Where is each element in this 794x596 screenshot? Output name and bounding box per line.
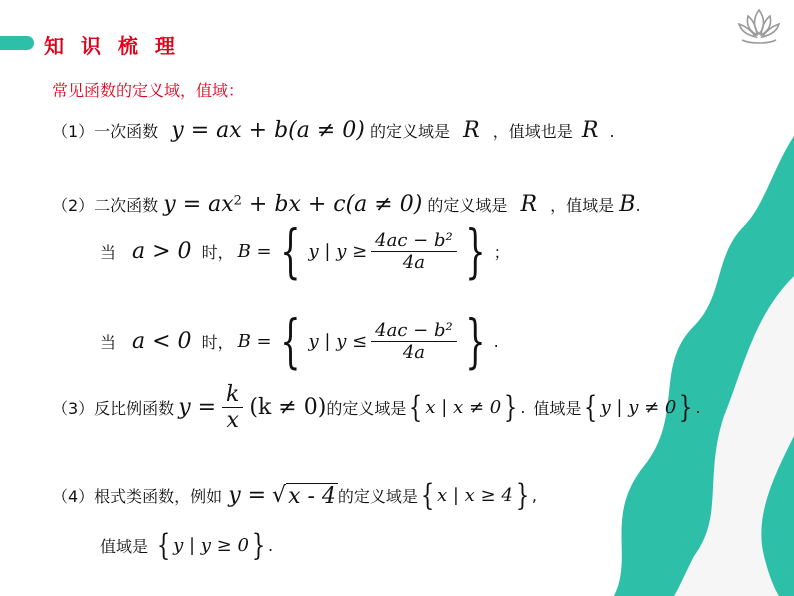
item-3-inverse-proportion (52, 382, 701, 433)
case-1-end: ； (493, 242, 510, 262)
case-2-denominator: 4a (402, 341, 426, 363)
item-3-text-range: 值域是 (533, 399, 582, 418)
item-1-linear-function (52, 118, 615, 143)
item-4-domain-right-brace: } (515, 478, 530, 513)
item-1-range-symbol: R (581, 118, 599, 143)
case-2-left-brace: { (279, 307, 301, 375)
item-3-range-right-brace: } (679, 390, 693, 425)
header-accent-bar (0, 36, 34, 50)
item-1-domain-symbol: R (463, 118, 480, 143)
item-2-quadratic-function (52, 192, 641, 217)
item-3-fraction (222, 382, 243, 433)
case-2-right-brace: } (465, 307, 486, 375)
sqrt-icon: √ (272, 483, 287, 508)
case-2-when: 当 (100, 332, 117, 352)
item-3-end: . (695, 398, 701, 417)
item-1-prefix: （1）一次函数 (52, 122, 159, 141)
item-2-prefix: （2）二次函数 (52, 196, 159, 215)
item-2-domain-symbol: R (520, 192, 538, 217)
item-4-lhs: y = (228, 483, 267, 508)
case-2-lhs: B = (237, 330, 272, 352)
item-3-domain-set: x | x ≠ 0 (425, 397, 502, 418)
item-2-text-domain: 的定义域是 (427, 196, 508, 215)
case-2-shi: 时， (201, 332, 234, 352)
item-4-end-2: . (268, 536, 274, 555)
item-4-radicand: x - 4 (288, 483, 336, 509)
item-3-domain-right-brace: } (504, 390, 518, 425)
item-3-range-left-brace: { (584, 390, 598, 425)
item-3-lhs: y = (178, 395, 217, 420)
item-3-domain-left-brace: { (409, 390, 423, 425)
item-2-text-range: ，值域是 (550, 196, 615, 215)
item-2-case-a-negative (100, 307, 499, 375)
item-4-text-domain: 的定义域是 (337, 487, 418, 506)
item-4-domain-set: x | x ≥ 4 (437, 485, 513, 506)
item-3-range-set: y | y ≠ 0 (600, 397, 677, 418)
case-1-fraction (371, 230, 457, 273)
item-2-formula-part-b: + bx + c(a ≠ 0) (241, 192, 423, 217)
item-3-prefix: （3）反比例函数 (52, 399, 175, 418)
item-4-range-right-brace: } (251, 528, 266, 563)
item-4-prefix: （4）根式类函数，例如 (52, 487, 223, 506)
item-4-range-left-brace: { (156, 528, 171, 563)
item-3-numerator: k (222, 382, 243, 408)
case-1-numerator: 4ac − b² (371, 230, 457, 252)
item-3-text-domain: 的定义域是 (326, 399, 407, 418)
case-1-condition: a > 0 (132, 238, 192, 264)
item-1-formula: y = ax + b(a ≠ 0) (171, 118, 365, 143)
case-2-condition: a < 0 (132, 328, 192, 354)
case-2-fraction (371, 320, 457, 363)
item-3-separator: . (520, 398, 526, 417)
case-1-right-brace: } (465, 217, 486, 285)
case-2-numerator: 4ac − b² (371, 320, 457, 342)
item-1-text-domain: 的定义域是 (369, 122, 450, 141)
item-4-range-line (100, 528, 273, 563)
case-1-when: 当 (100, 242, 117, 262)
item-2-case-a-positive (100, 217, 510, 285)
subheading: 常见函数的定义域，值域： (52, 81, 245, 100)
item-3-condition: (k ≠ 0) (249, 395, 327, 420)
item-1-end: . (609, 122, 615, 141)
item-4-radical-function (52, 478, 537, 513)
case-2-end: . (493, 331, 499, 351)
case-1-left-brace: { (279, 217, 301, 285)
case-1-lhs: B = (237, 240, 272, 262)
section-title: 知 识 梳 理 (44, 34, 180, 58)
lotus-logo-icon (734, 4, 784, 48)
item-2-end: . (635, 196, 641, 215)
item-2-formula-part-a: y = ax (163, 192, 234, 217)
case-2-set-variable: y | y ≤ (308, 330, 368, 352)
item-2-formula-exponent: 2 (233, 193, 242, 209)
item-2-range-symbol: B (619, 192, 636, 217)
item-4-text-range: 值域是 (100, 537, 149, 556)
case-1-set-variable: y | y ≥ (308, 240, 368, 262)
item-4-range-set: y | y ≥ 0 (173, 535, 249, 556)
item-1-text-range: ，值域也是 (492, 122, 573, 141)
item-3-denominator: x (226, 408, 239, 433)
case-1-denominator: 4a (402, 251, 426, 273)
item-4-domain-left-brace: { (420, 478, 435, 513)
case-1-shi: 时， (201, 242, 234, 262)
item-4-end-1: , (531, 486, 537, 505)
